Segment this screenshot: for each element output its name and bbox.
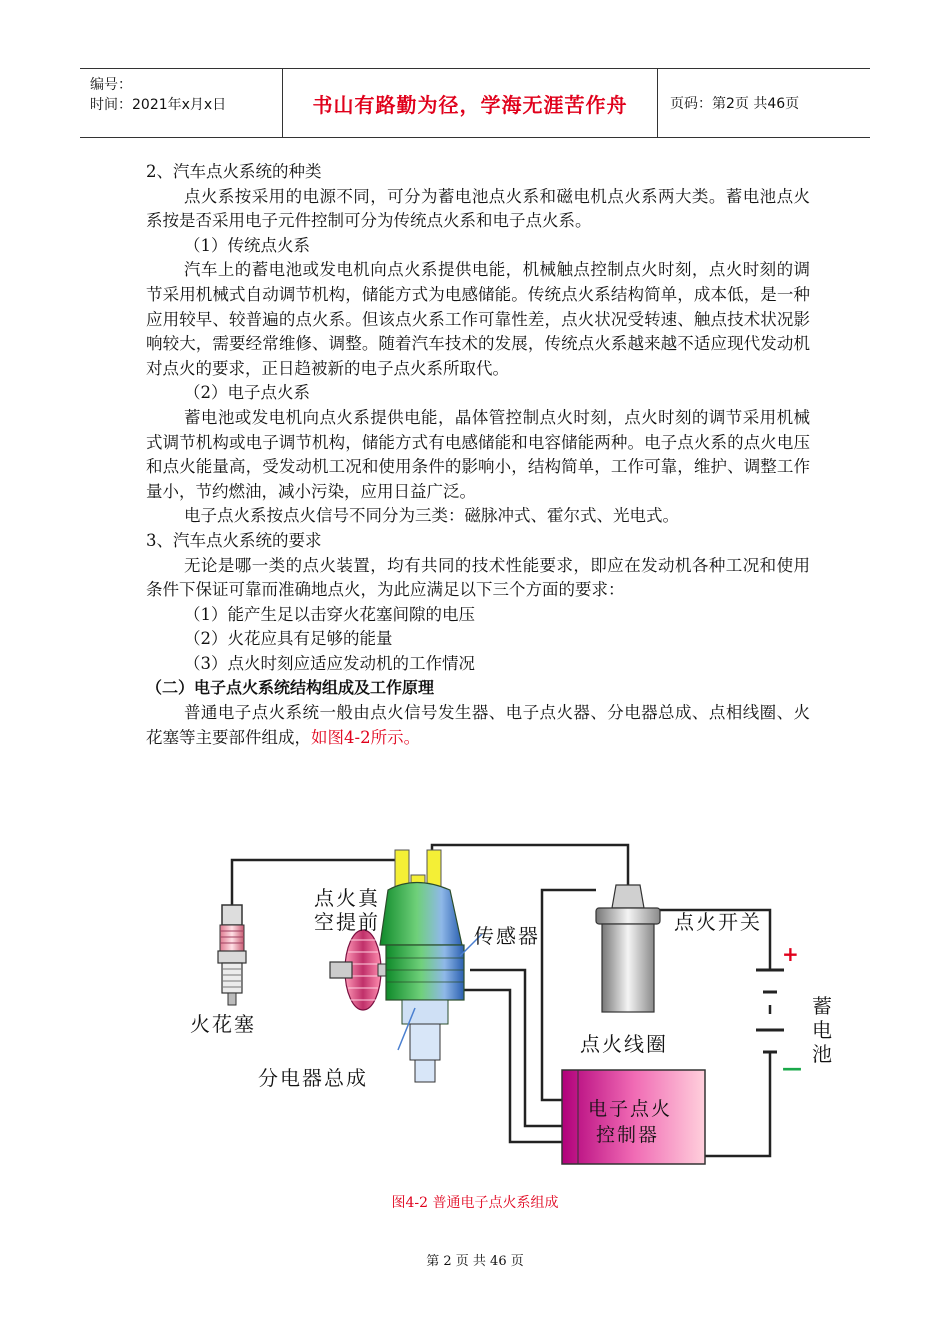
battery-minus-sign: — [782,1056,804,1080]
figure-reference: 如图4-2所示。 [311,727,421,747]
vacuum-advance-label-2: 空提前 [314,910,380,934]
section-2-heading-1: （1）传统点火系 [184,235,310,255]
section-2-paragraph-2: 汽车上的蓄电池或发电机向点火系提供电能，机械触点控制点火时刻，点火时刻的调节采用机械式自动调节机构，储能方式为电感储能。传统点火系结构简单，成本低，是一种应用较早、较普遍的点火系。但该点火系工作可靠性差，点火状况受转速、触点技术状况影响较大，需要经常维修、调整。随着汽车技术的发展，传统点火系越来越不适应现代发动机对点火的要求，正日趋被新的电子点火系所取代。 [146,260,810,378]
ignition-switch-label: 点火开关 [674,910,762,934]
requirement-item-1: （1）能产生足以击穿火花塞间隙的电压 [184,604,475,624]
ignition-coil-icon [596,885,660,1012]
battery-label-2: 电 [812,1018,834,1042]
diagram-drawing [170,830,870,1180]
section-3-paragraph-1: 无论是哪一类的点火装置，均有共同的技术性能要求，即应在发动机各种工况和使用条件下保证可靠而准确地点火，为此应满足以下三个方面的要求： [146,555,810,600]
requirement-item-2: （2）火花应具有足够的能量 [184,629,393,649]
section-3-title: 3、汽车点火系统的要求 [146,530,322,550]
structure-paragraph [146,701,810,750]
controller-label-2: 控制器 [596,1124,660,1146]
section-2-paragraph-4: 电子点火系按点火信号不同分为三类：磁脉冲式、霍尔式、光电式。 [184,506,679,526]
section-2-paragraph-3: 蓄电池或发电机向点火系提供电能，晶体管控制点火时刻，点火时刻的调节采用机械式调节机构或电子调节机构，储能方式有电感储能和电容储能两种。电子点火系的点火电压和点火能量高，受发动机工况和使用条件的影响小，结构简单，工作可靠，维护、调整工作量小，节约燃油，减小污染，应用日益广泛。 [146,407,810,501]
page-footer: 第 2 页 共 46 页 [426,1254,524,1269]
header-meta [80,69,282,137]
distributor-label: 分电器总成 [258,1066,368,1090]
battery-label-1: 蓄 [812,994,834,1018]
spark-plug-label: 火花塞 [190,1012,256,1036]
battery-label-3: 池 [812,1042,834,1066]
distributor-icon [380,850,482,1082]
spark-plug-icon [218,905,246,1005]
requirement-item-3: （3）点火时刻应适应发动机的工作情况 [184,653,475,673]
page-header [80,68,870,138]
doc-date: 时间：2021年x月x日 [90,97,227,113]
header-page-info [666,69,870,137]
ignition-system-diagram [170,830,870,1180]
figure-caption: 图4-2 普通电子点火系组成 [391,1195,559,1211]
section-heading-structure: （二）电子点火系统结构组成及工作原理 [146,678,435,698]
doc-code-label: 编号： [90,77,132,93]
section-2-heading-2: （2）电子点火系 [184,383,310,403]
structure-paragraph-text: 普通电子点火系统一般由点火信号发生器、电子点火器、分电器总成、点相线圈、火花塞等主要部件组成， [146,703,810,747]
header-motto: 书山有路勤为径，学海无涯苦作舟 [282,69,658,137]
body-text [146,160,810,750]
vacuum-advance-label-1: 点火真 [314,886,380,910]
controller-label-1: 电子点火 [588,1098,673,1120]
page-info-text: 页码：第2页 共46页 [670,96,800,112]
ignition-coil-label: 点火线圈 [580,1032,668,1056]
section-2-title: 2、汽车点火系统的种类 [146,162,322,181]
battery-plus-sign: + [782,942,801,966]
section-2-paragraph-1: 点火系按采用的电源不同，可分为蓄电池点火系和磁电机点火系两大类。蓄电池点火系按是否采用电子元件控制可分为传统点火系和电子点火系。 [146,186,810,231]
battery-icon [756,970,784,1052]
sensor-label: 传感器 [474,924,540,948]
